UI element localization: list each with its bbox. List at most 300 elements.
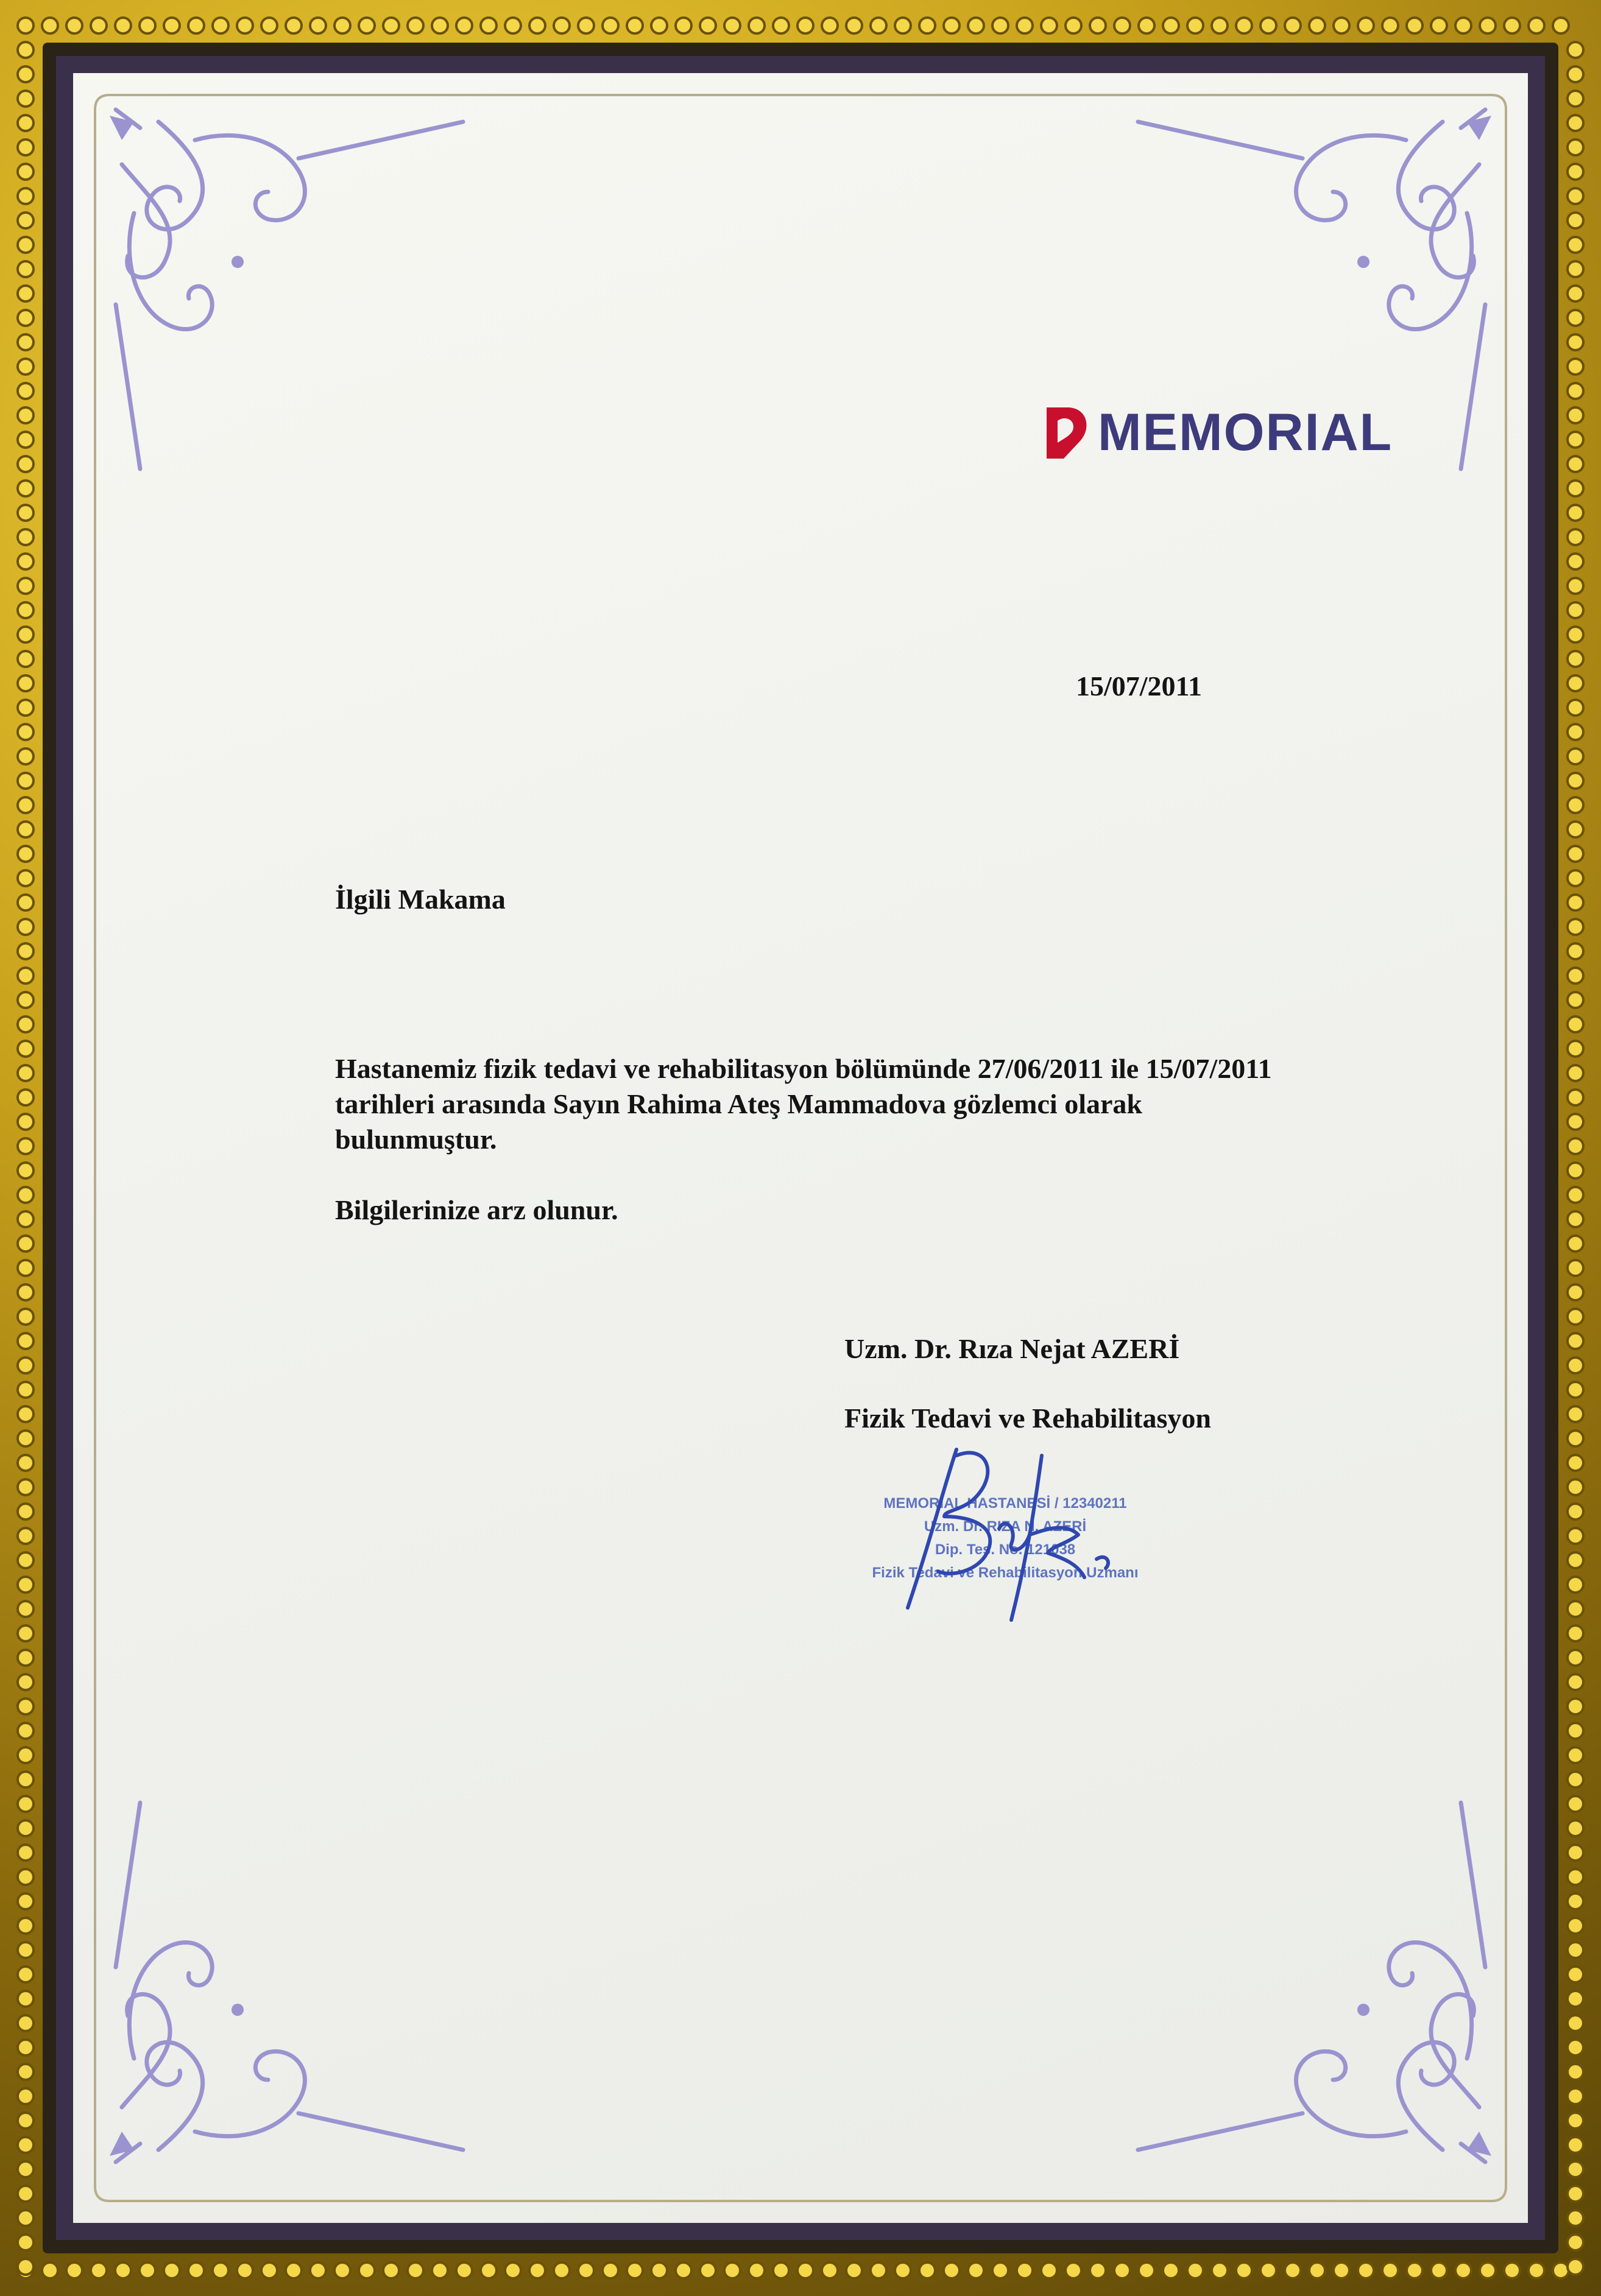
frame-bead	[1567, 310, 1583, 326]
frame-bead	[115, 2263, 131, 2278]
frame-bead	[749, 2263, 765, 2278]
frame-bead	[164, 18, 180, 33]
frame-bead	[18, 1382, 34, 1398]
frame-bead	[18, 91, 34, 107]
frame-bead	[1567, 1479, 1583, 1495]
frame-bead	[18, 895, 34, 910]
frame-bead	[18, 1211, 34, 1227]
frame-bead	[213, 2263, 228, 2278]
frame-bead	[18, 1065, 34, 1081]
frame-bead	[42, 2263, 58, 2278]
frame-bead	[1553, 18, 1569, 33]
frame-bead	[1567, 1016, 1583, 1032]
frame-bead	[1567, 2259, 1583, 2275]
frame-bead	[895, 2263, 911, 2278]
frame-bead	[310, 18, 326, 33]
frame-bead	[1529, 2263, 1544, 2278]
frame-bead	[1567, 2064, 1583, 2080]
frame-bead	[1567, 968, 1583, 984]
frame-bead	[18, 2210, 34, 2226]
corner-ornament-bottom-left	[97, 1778, 487, 2168]
frame-bead	[944, 18, 960, 33]
frame-bead	[18, 627, 34, 643]
frame-bead	[1567, 797, 1583, 813]
frame-bead	[18, 554, 34, 569]
logo-text: MEMORIAL	[1098, 403, 1393, 462]
frame-bead	[310, 2263, 326, 2278]
frame-bead	[822, 18, 838, 33]
frame-bead	[1567, 1163, 1583, 1178]
frame-bead	[359, 2263, 375, 2278]
frame-bead	[18, 968, 34, 984]
frame-bead	[895, 18, 911, 33]
frame-bead	[1567, 1333, 1583, 1349]
frame-bead	[1567, 2210, 1583, 2226]
frame-bead	[18, 1187, 34, 1203]
frame-bead	[286, 18, 302, 33]
frame-bead	[1309, 2263, 1325, 2278]
frame-bead	[18, 383, 34, 399]
frame-bead	[1567, 895, 1583, 910]
stamp-line-3: Dip. Tes. No. 121038	[935, 1541, 1076, 1558]
frame-bead	[1567, 1455, 1583, 1471]
frame-bead	[1066, 18, 1081, 33]
frame-bead	[18, 1820, 34, 1836]
stamp-line-2: Uzm. Dr. RIZA N. AZERİ	[924, 1518, 1087, 1535]
frame-bead	[18, 1625, 34, 1641]
frame-bead	[1567, 115, 1583, 131]
frame-bead	[1567, 2015, 1583, 2031]
frame-bead	[700, 18, 716, 33]
frame-bead	[18, 797, 34, 813]
frame-bead	[1163, 18, 1179, 33]
frame-bead	[1090, 18, 1106, 33]
frame-bead	[1567, 943, 1583, 959]
letter-salutation: İlgili Makama	[335, 884, 506, 915]
frame-bead	[1431, 18, 1447, 33]
frame-bead	[1017, 2263, 1033, 2278]
frame-bead	[18, 1163, 34, 1178]
frame-bead	[261, 18, 277, 33]
frame-bead	[1567, 383, 1583, 399]
frame-bead	[18, 651, 34, 667]
frame-bead	[505, 2263, 521, 2278]
frame-bead	[164, 2263, 180, 2278]
frame-bead	[1567, 1699, 1583, 1714]
frame-bead	[18, 505, 34, 521]
frame-bead	[529, 18, 545, 33]
frame-bead	[1567, 675, 1583, 691]
frame-bead	[18, 748, 34, 764]
frame-bead	[18, 139, 34, 155]
frame-bead	[1567, 505, 1583, 521]
frame-bead	[18, 1552, 34, 1568]
signer-name: Uzm. Dr. Rıza Nejat AZERİ	[844, 1333, 1180, 1364]
frame-bead	[871, 18, 886, 33]
frame-bead	[18, 432, 34, 448]
frame-bead	[1567, 407, 1583, 423]
frame-bead	[91, 18, 107, 33]
frame-bead	[18, 456, 34, 472]
frame-bead	[1567, 1041, 1583, 1057]
frame-bead	[1480, 18, 1496, 33]
frame-bead	[1567, 1893, 1583, 1909]
frame-bead	[1455, 18, 1471, 33]
frame-bead	[18, 115, 34, 131]
frame-bead	[18, 1138, 34, 1154]
frame-bead	[1567, 2088, 1583, 2104]
frame-bead	[18, 1284, 34, 1300]
frame-bead	[481, 18, 497, 33]
frame-bead	[992, 2263, 1008, 2278]
frame-bead	[18, 213, 34, 228]
frame-bead	[651, 2263, 667, 2278]
frame-bead	[1431, 2263, 1447, 2278]
frame-bead	[18, 1528, 34, 1544]
frame-bead	[18, 2186, 34, 2202]
frame-bead	[18, 1601, 34, 1617]
frame-bead	[1567, 1625, 1583, 1641]
frame-bead	[1529, 18, 1544, 33]
frame-bead	[18, 1893, 34, 1909]
frame-bead	[651, 18, 667, 33]
signer-department: Fizik Tedavi ve Rehabilitasyon	[844, 1403, 1211, 1434]
frame-bead	[1567, 237, 1583, 253]
frame-bead	[18, 1260, 34, 1276]
frame-bead	[1236, 2263, 1252, 2278]
frame-bead	[578, 2263, 594, 2278]
frame-bead	[1567, 1138, 1583, 1154]
frame-bead	[1114, 2263, 1130, 2278]
frame-bead	[1090, 2263, 1106, 2278]
frame-bead	[1285, 2263, 1301, 2278]
frame-bead	[846, 18, 862, 33]
frame-bead	[1139, 2263, 1154, 2278]
frame-bead	[18, 578, 34, 594]
frame-bead	[188, 18, 204, 33]
frame-bead	[1187, 18, 1203, 33]
frame-bead	[18, 1942, 34, 1958]
frame-bead	[18, 310, 34, 326]
frame-bead	[18, 1772, 34, 1787]
frame-bead	[724, 18, 740, 33]
frame-bead	[18, 2113, 34, 2129]
frame-bead	[1480, 2263, 1496, 2278]
frame-bead	[18, 2161, 34, 2177]
frame-bead	[383, 18, 399, 33]
heart-logo-icon	[1043, 403, 1094, 462]
frame-bead	[1567, 2161, 1583, 2177]
frame-bead	[1567, 286, 1583, 301]
frame-bead	[968, 2263, 984, 2278]
frame-bead	[1567, 432, 1583, 448]
frame-bead	[1567, 1577, 1583, 1593]
frame-bead	[140, 2263, 155, 2278]
frame-bead	[18, 2064, 34, 2080]
frame-bead	[18, 2137, 34, 2153]
frame-bead	[18, 529, 34, 545]
frame-bead	[188, 2263, 204, 2278]
frame-bead	[18, 286, 34, 301]
frame-bead	[505, 18, 521, 33]
frame-bead	[797, 2263, 813, 2278]
frame-bead	[18, 1431, 34, 1446]
frame-bead	[1567, 1406, 1583, 1422]
frame-bead	[1567, 334, 1583, 350]
frame-bead	[408, 18, 423, 33]
frame-bead	[676, 18, 691, 33]
frame-bead	[18, 724, 34, 740]
frame-bead	[18, 334, 34, 350]
frame-bead	[18, 237, 34, 253]
frame-bead	[18, 2015, 34, 2031]
frame-bead	[578, 18, 594, 33]
frame-bead	[1567, 773, 1583, 789]
frame-bead	[1567, 66, 1583, 82]
frame-bead	[529, 2263, 545, 2278]
frame-bead	[1567, 1845, 1583, 1861]
frame-bead	[1567, 42, 1583, 58]
frame-bead	[968, 18, 984, 33]
frame-bead	[1567, 1723, 1583, 1739]
frame-bead	[1567, 2113, 1583, 2129]
frame-bead	[18, 1699, 34, 1714]
frame-bead	[1567, 822, 1583, 837]
frame-bead	[18, 1479, 34, 1495]
frame-bead	[1567, 1942, 1583, 1958]
frame-bead	[334, 18, 350, 33]
frame-bead	[18, 700, 34, 716]
frame-bead	[18, 481, 34, 496]
frame-bead	[1212, 2263, 1228, 2278]
frame-bead	[237, 18, 253, 33]
frame-bead	[1567, 724, 1583, 740]
frame-bead	[1567, 554, 1583, 569]
frame-bead	[1567, 602, 1583, 618]
frame-bead	[18, 261, 34, 277]
frame-bead	[1567, 261, 1583, 277]
frame-bead	[1567, 1187, 1583, 1203]
frame-bead	[1567, 1869, 1583, 1885]
frame-bead	[1567, 748, 1583, 764]
frame-bead	[18, 407, 34, 423]
frame-bead	[18, 2234, 34, 2250]
frame-bead	[1567, 1796, 1583, 1812]
frame-bead	[1567, 1065, 1583, 1081]
frame-bead	[18, 42, 34, 58]
frame-bead	[237, 2263, 253, 2278]
frame-bead	[481, 2263, 497, 2278]
frame-bead	[1567, 1284, 1583, 1300]
frame-bead	[944, 2263, 960, 2278]
frame-bead	[18, 18, 34, 33]
frame-bead	[1334, 2263, 1349, 2278]
frame-bead	[1358, 2263, 1374, 2278]
frame-bead	[18, 1504, 34, 1520]
frame-bead	[1567, 1552, 1583, 1568]
frame-bead	[18, 919, 34, 935]
frame-bead	[1567, 1528, 1583, 1544]
frame-bead	[554, 2263, 570, 2278]
frame-bead	[456, 18, 472, 33]
frame-bead	[18, 1236, 34, 1252]
frame-bead	[18, 1967, 34, 1982]
frame-bead	[1187, 2263, 1203, 2278]
frame-bead	[18, 1650, 34, 1666]
frame-bead	[18, 188, 34, 204]
stamp-line-4: Fizik Tedavi ve Rehabilitasyon Uzmanı	[872, 1565, 1139, 1581]
frame-bead	[1567, 1601, 1583, 1617]
frame-bead	[18, 1918, 34, 1934]
frame-bead	[1567, 1358, 1583, 1373]
frame-bead	[1567, 1650, 1583, 1666]
frame-bead	[1382, 2263, 1398, 2278]
frame-bead	[1567, 456, 1583, 472]
frame-bead	[18, 2259, 34, 2275]
letter-date: 15/07/2011	[1076, 671, 1203, 702]
frame-bead	[261, 2263, 277, 2278]
frame-bead	[1212, 18, 1228, 33]
frame-bead	[1567, 651, 1583, 667]
frame-bead	[822, 2263, 838, 2278]
frame-bead	[18, 1114, 34, 1130]
frame-bead	[359, 18, 375, 33]
frame-bead	[1567, 139, 1583, 155]
frame-bead	[1567, 700, 1583, 716]
frame-bead	[408, 2263, 423, 2278]
frame-bead	[1358, 18, 1374, 33]
frame-bead	[676, 2263, 691, 2278]
frame-bead	[603, 18, 618, 33]
frame-bead	[1567, 188, 1583, 204]
frame-bead	[286, 2263, 302, 2278]
frame-bead	[1567, 2137, 1583, 2153]
frame-bead	[1114, 18, 1130, 33]
frame-bead	[1567, 578, 1583, 594]
frame-bead	[1567, 91, 1583, 107]
frame-bead	[603, 2263, 618, 2278]
frame-bead	[18, 822, 34, 837]
frame-bead	[1567, 213, 1583, 228]
stamp-line-1: MEMORIAL HASTANESİ / 12340211	[883, 1495, 1127, 1512]
frame-bead	[797, 18, 813, 33]
frame-bead	[1407, 18, 1423, 33]
frame-bead	[1567, 1090, 1583, 1105]
frame-bead	[66, 18, 82, 33]
frame-bead	[1334, 18, 1349, 33]
frame-bead	[1553, 2263, 1569, 2278]
frame-bead	[383, 2263, 399, 2278]
frame-bead	[1260, 18, 1276, 33]
frame-bead	[1567, 1918, 1583, 1934]
frame-bead	[18, 870, 34, 886]
frame-bead	[700, 2263, 716, 2278]
frame-bead	[1567, 1211, 1583, 1227]
frame-bead	[18, 1845, 34, 1861]
frame-bead	[1455, 2263, 1471, 2278]
frame-bead	[1567, 1967, 1583, 1982]
frame-bead	[1567, 529, 1583, 545]
frame-bead	[1567, 2186, 1583, 2202]
frame-bead	[1309, 18, 1325, 33]
frame-bead	[18, 1455, 34, 1471]
frame-bead	[1567, 1991, 1583, 2007]
frame-bead	[627, 18, 643, 33]
frame-bead	[1567, 846, 1583, 862]
frame-bead	[1567, 1772, 1583, 1787]
frame-bead	[919, 18, 935, 33]
frame-bead	[18, 2040, 34, 2055]
frame-bead	[456, 2263, 472, 2278]
frame-bead	[1407, 2263, 1423, 2278]
frame-bead	[724, 2263, 740, 2278]
frame-bead	[1567, 1309, 1583, 1325]
frame-bead	[42, 18, 58, 33]
frame-bead	[18, 1358, 34, 1373]
frame-bead	[1567, 992, 1583, 1008]
frame-bead	[1567, 1504, 1583, 1520]
frame-bead	[18, 846, 34, 862]
letter-closing: Bilgilerinize arz olunur.	[335, 1194, 618, 1225]
frame-bead	[1567, 2040, 1583, 2055]
frame-bead	[1236, 18, 1252, 33]
frame-bead	[140, 18, 155, 33]
frame-bead	[18, 164, 34, 180]
frame-bead	[18, 1869, 34, 1885]
frame-bead	[1567, 870, 1583, 886]
frame-bead	[18, 773, 34, 789]
frame-bead	[18, 1577, 34, 1593]
frame-bead	[1567, 1382, 1583, 1398]
frame-bead	[1567, 1260, 1583, 1276]
frame-bead	[773, 18, 789, 33]
frame-bead	[91, 2263, 107, 2278]
frame-bead	[1567, 481, 1583, 496]
frame-bead	[1567, 919, 1583, 935]
corner-ornament-top-left	[97, 104, 487, 493]
frame-bead	[749, 18, 765, 33]
frame-bead	[1066, 2263, 1081, 2278]
frame-bead	[18, 66, 34, 82]
frame-bead	[1567, 1236, 1583, 1252]
frame-bead	[18, 2088, 34, 2104]
frame-bead	[18, 1016, 34, 1032]
frame-bead	[1567, 1820, 1583, 1836]
frame-bead	[919, 2263, 935, 2278]
frame-bead	[1567, 1431, 1583, 1446]
frame-bead	[18, 675, 34, 691]
frame-bead	[18, 359, 34, 375]
memorial-logo	[1043, 402, 1393, 463]
frame-bead	[773, 2263, 789, 2278]
frame-bead	[1041, 18, 1057, 33]
letter-body: Hastanemiz fizik tedavi ve rehabilitasyon bölümünde 27/06/2011 ile 15/07/2011 tarihleri arasında Sayın Rahima Ateş Mammadova gözlemci olarak bulunmuştur.	[335, 1053, 1272, 1155]
frame-bead	[18, 1406, 34, 1422]
frame-bead	[846, 2263, 862, 2278]
frame-bead	[554, 18, 570, 33]
frame-bead	[18, 1747, 34, 1763]
frame-bead	[213, 18, 228, 33]
frame-bead	[334, 2263, 350, 2278]
frame-bead	[1567, 627, 1583, 643]
frame-bead	[1260, 2263, 1276, 2278]
frame-bead	[627, 2263, 643, 2278]
frame-bead	[18, 1333, 34, 1349]
frame-bead	[18, 1041, 34, 1057]
frame-bead	[1163, 2263, 1179, 2278]
frame-bead	[18, 1309, 34, 1325]
frame-bead	[1017, 18, 1033, 33]
